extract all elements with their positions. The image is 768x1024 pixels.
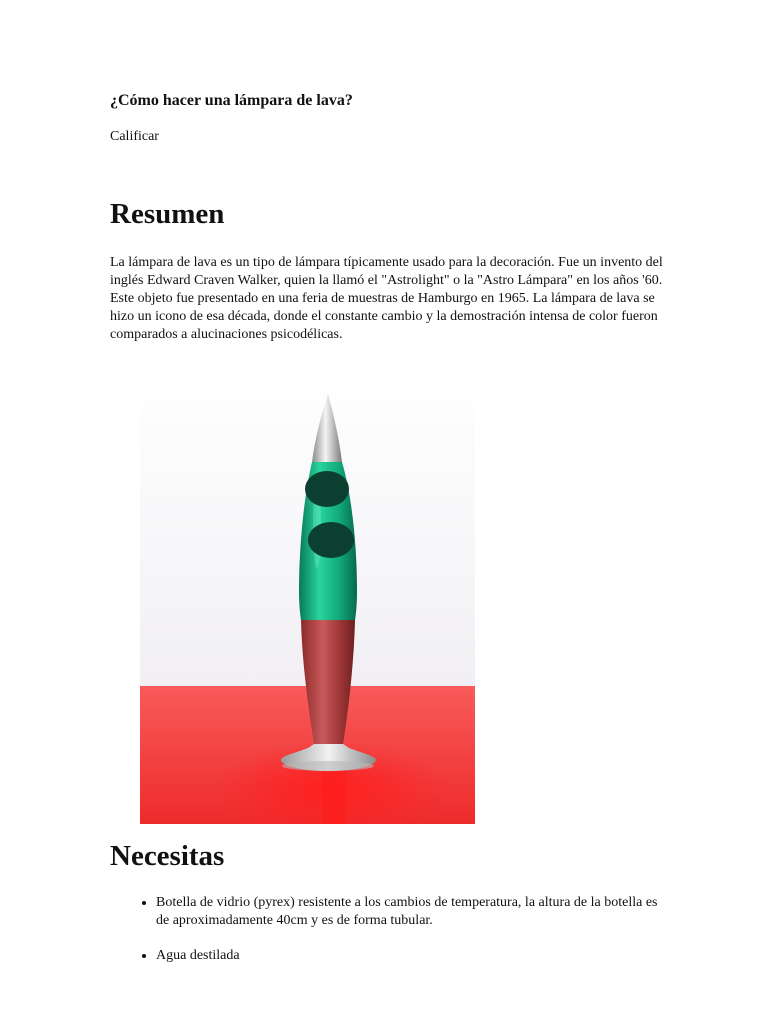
- rate-link[interactable]: Calificar: [110, 129, 159, 144]
- needs-heading: Necesitas: [110, 840, 225, 872]
- lava-blob-middle: [308, 522, 354, 558]
- list-item: • Agua destilada: [156, 947, 670, 965]
- article-title: ¿Cómo hacer una lámpara de lava?: [110, 92, 353, 109]
- lava-blob-top: [305, 471, 349, 507]
- summary-heading: Resumen: [110, 198, 225, 230]
- needs-list: [110, 894, 670, 982]
- lava-lamp-photo: [140, 376, 475, 824]
- summary-text: La lámpara de lava es un tipo de lámpara típicamente usado para la decoración. Fue un invento del inglés Edward Craven Walker, quien la llamó el "Astrolight" o la "Astro Lámpara" en los años '60. Este objeto fue presentado en una feria de muestras de Hamburgo en 1965. La lámpara de lava se hizo un icono de esa década, donde el constante cambio y la demostración intensa de color fueron comparados a alucinaciones psicodélicas.: [110, 255, 663, 342]
- list-item: • Botella de vidrio (pyrex) resistente a los cambios de temperatura, la altura de la botella es de aproximadamente 40cm y es de forma tubular.: [156, 894, 670, 930]
